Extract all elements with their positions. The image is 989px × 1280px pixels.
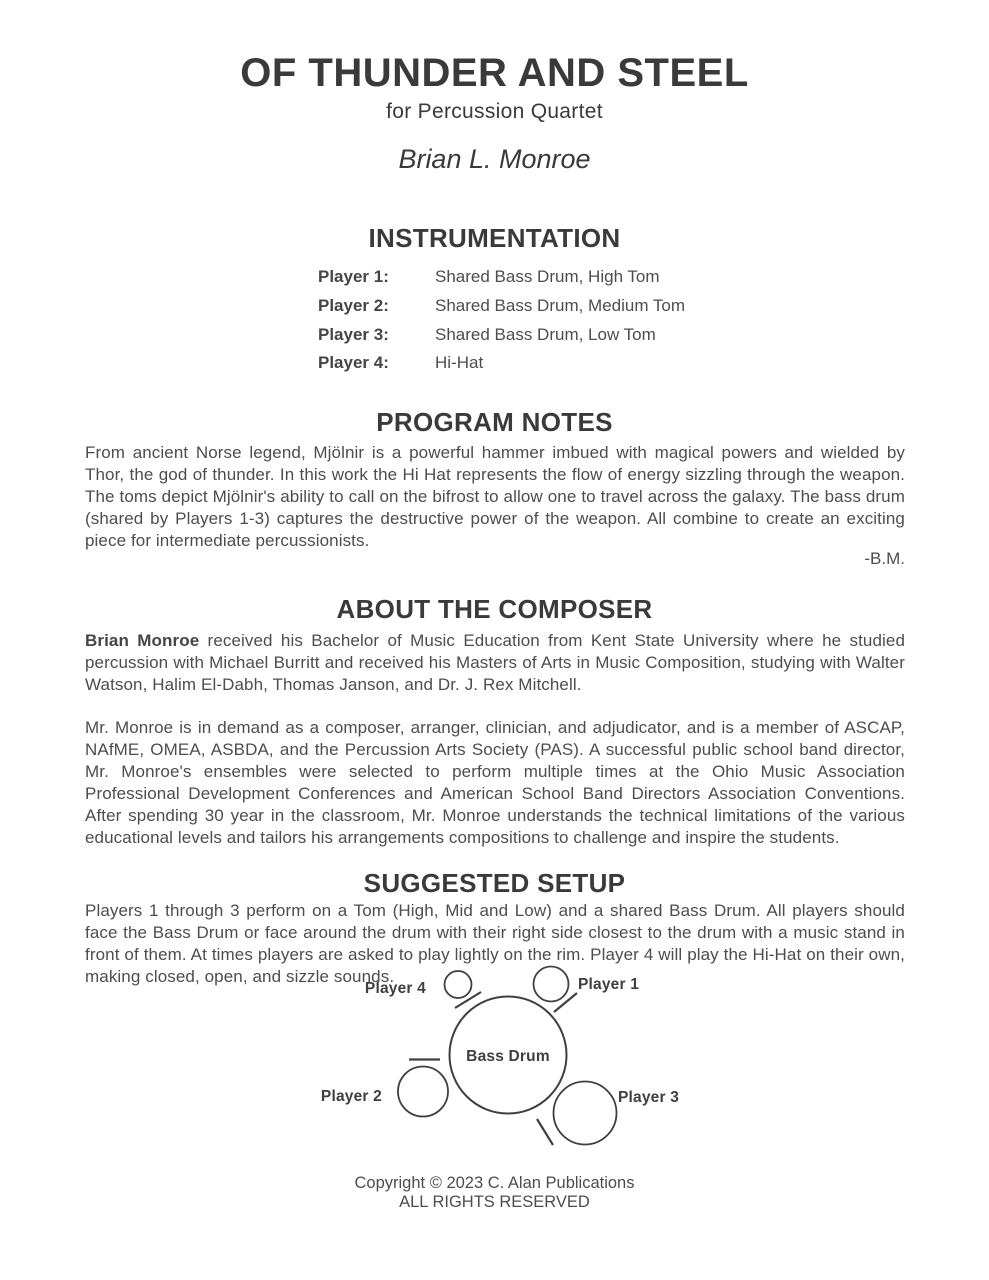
player-label: Player 2: [318, 295, 389, 315]
player3-tom-circle [554, 1082, 617, 1145]
setup-diagram [300, 955, 720, 1165]
copyright-line: Copyright © 2023 C. Alan Publications [354, 1174, 635, 1192]
program-notes-text: From ancient Norse legend, Mjölnir is a powerful hammer imbued with magical powers and wielded by Thor, the god of thunder. In this work the Hi Hat represents the flow of energy sizzling through the weapon. The toms depict Mjölnir's ability to call on the bifrost to allow one to travel across the galaxy. The bass drum (shared by Players 1-3) captures the destructive power of the weapon. All combine to create an exciting piece for intermediate percussionists. [85, 443, 905, 550]
copyright-footer [0, 1174, 989, 1211]
player1-label: Player 1 [578, 976, 640, 993]
player2-tom-circle [398, 1067, 448, 1117]
page-subtitle: for Percussion Quartet [386, 100, 603, 123]
suggested-setup-heading: SUGGESTED SETUP [363, 868, 626, 898]
about-composer-heading: ABOUT THE COMPOSER [336, 594, 653, 624]
rights-line: ALL RIGHTS RESERVED [399, 1192, 590, 1211]
instrumentation-heading: INSTRUMENTATION [368, 223, 621, 253]
instrumentation-table [318, 263, 685, 378]
player1-tom-circle [534, 967, 569, 1002]
bass-drum-label: Bass Drum [466, 1048, 550, 1065]
page-title: OF THUNDER AND STEEL [240, 51, 749, 95]
player-instruments: Hi-Hat [435, 353, 484, 373]
hihat-circle [445, 971, 472, 998]
composer-name: Brian L. Monroe [398, 144, 591, 174]
program-notes-heading: PROGRAM NOTES [376, 407, 613, 437]
player-instruments: Shared Bass Drum, High Tom [435, 267, 660, 286]
player-instruments: Shared Bass Drum, Low Tom [435, 324, 656, 344]
player-instruments: Shared Bass Drum, Medium Tom [435, 295, 686, 315]
instrumentation-row [318, 292, 685, 321]
instrumentation-row [318, 263, 685, 292]
player3-label: Player 3 [618, 1089, 680, 1106]
player-label: Player 4: [318, 353, 389, 373]
composer-name-bold: Brian Monroe [85, 631, 200, 650]
suggested-setup-text: Players 1 through 3 perform on a Tom (High, Mid and Low) and a shared Bass Drum. All players should face the Bass Drum or face around the drum with their right side closest to the drum with a music stand in front of them. At times players are asked to play lightly on the rim. Player 4 will play the Hi-Hat on their own, making closed, open, and sizzle sounds. [85, 901, 905, 986]
player3-music-stand [537, 1119, 553, 1145]
instrumentation-row [318, 349, 685, 378]
about-composer-paragraph-2: Mr. Monroe is in demand as a composer, arranger, clinician, and adjudicator, and is a member of ASCAP, NAfME, OMEA, ASBDA, and the Percussion Arts Society (PAS). A successful public school band director, Mr. Monroe's ensembles were selected to perform multiple times at the Ohio Music Association Professional Development Conferences and American School Band Directors Association Conventions. After spending 30 year in the classroom, Mr. Monroe understands the technical limitations of the various educational levels and tailors his arrangements compositions to challenge and inspire the students. [85, 718, 905, 847]
player-label: Player 3: [318, 324, 389, 344]
instrumentation-row [318, 321, 685, 350]
about-composer-paragraph-1-text: received his Bachelor of Music Education from Kent State University where he studied percussion with Michael Burritt and received his Masters of Arts in Music Composition, studying with Walter Watson, Halim El-Dabh, Thomas Janson, and Dr. J. Rex Mitchell. [85, 631, 906, 694]
player-label: Player 1: [318, 267, 389, 286]
player2-label: Player 2 [320, 1088, 382, 1105]
composer-initials-signature: -B.M. [864, 549, 905, 568]
player4-label: Player 4 [364, 980, 426, 997]
about-composer-paragraph-1 [85, 630, 905, 696]
